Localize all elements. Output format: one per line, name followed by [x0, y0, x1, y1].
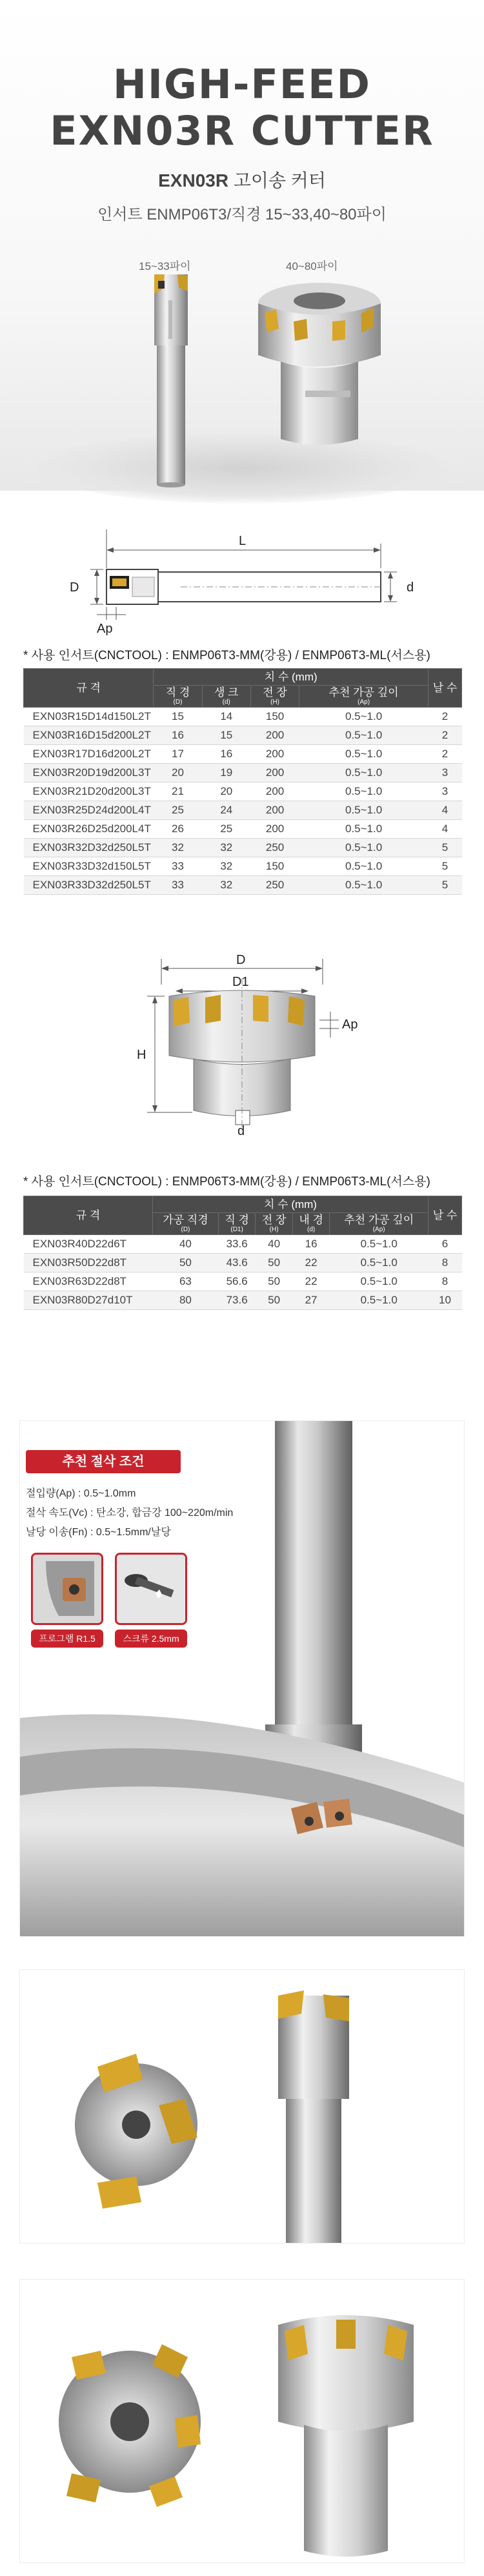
table-cell: 40: [256, 1235, 293, 1254]
table-cell: 250: [250, 839, 299, 857]
insert-program-thumbnail: [31, 1553, 103, 1625]
table-row: [24, 857, 462, 876]
table-cell: 5: [429, 857, 462, 876]
spec-code-cell: EXN03R26D25d200L4T: [24, 820, 154, 839]
table-row: [24, 876, 462, 895]
header-teeth-2: 날 수: [429, 1196, 462, 1235]
table-cell: 32: [202, 857, 250, 876]
table-cell: 24: [202, 801, 250, 820]
spec-code-cell: EXN03R32D32d250L5T: [24, 839, 154, 857]
dim2-D1-label: D1: [232, 975, 249, 989]
endmill-table-body: [24, 708, 462, 895]
condition-depth: 절입량(Ap) : 0.5~1.0mm: [26, 1488, 136, 1499]
table-cell: 2: [429, 726, 462, 745]
spec-code-cell: EXN03R25D24d200L4T: [24, 801, 154, 820]
spec-code-cell: EXN03R63D22d8T: [24, 1273, 153, 1291]
col2-depth: 추천 가공 깊이 (Ap): [330, 1213, 429, 1235]
table-cell: 0.5~1.0: [330, 1291, 429, 1310]
table-row: [24, 726, 462, 745]
spec-code-cell: EXN03R80D27d10T: [24, 1291, 153, 1310]
spec-code-cell: EXN03R40D22d6T: [24, 1235, 153, 1254]
table-cell: 40: [153, 1235, 219, 1254]
table-cell: 25: [202, 820, 250, 839]
table-cell: 250: [250, 876, 299, 895]
table-row: [24, 1273, 462, 1291]
table-row: [24, 1235, 462, 1254]
screw-icon: [117, 1555, 185, 1623]
header-spec-2: 규 격: [24, 1196, 153, 1235]
table-cell: 0.5~1.0: [299, 801, 429, 820]
table-cell: 32: [202, 876, 250, 895]
table-cell: 8: [429, 1273, 462, 1291]
dim-D-label: D: [70, 580, 79, 595]
hero-section: [0, 0, 484, 491]
screw-label: 스크류 2.5mm: [115, 1630, 187, 1648]
endmill-product-image: [145, 274, 197, 487]
screw-thumbnail: [115, 1553, 187, 1625]
table-cell: 0.5~1.0: [330, 1273, 429, 1291]
facemill-product-image: [255, 278, 384, 449]
table-row: [24, 782, 462, 801]
table-cell: 0.5~1.0: [299, 745, 429, 764]
table-cell: 0.5~1.0: [330, 1235, 429, 1254]
table-cell: 2: [429, 745, 462, 764]
col-depth: 추천 가공 깊이 (Ap): [299, 686, 429, 708]
spec-code-cell: EXN03R21D20d200L3T: [24, 782, 154, 801]
table-row: [24, 1291, 462, 1310]
table-cell: 0.5~1.0: [299, 782, 429, 801]
header-spec: 규 격: [24, 669, 154, 708]
insert-closeup-icon: [33, 1555, 101, 1623]
table-cell: 27: [292, 1291, 330, 1310]
facemill-inserts-photo: [20, 2280, 464, 2562]
table-row: [24, 764, 462, 782]
table-cell: 33.6: [218, 1235, 256, 1254]
table-cell: 10: [429, 1291, 462, 1310]
table-cell: 150: [250, 857, 299, 876]
facemill-spec-table: [23, 1196, 462, 1310]
table-cell: 15: [154, 708, 202, 726]
table-cell: 200: [250, 801, 299, 820]
spec-code-cell: EXN03R50D22d8T: [24, 1254, 153, 1273]
table-row: [24, 745, 462, 764]
endmill-inserts-photo: [20, 1970, 464, 2243]
table-cell: 16: [292, 1235, 330, 1254]
col2-cut-diameter: 가공 직경 (D): [153, 1213, 219, 1235]
table-cell: 50: [256, 1291, 293, 1310]
header-dimensions: 치 수 (mm): [154, 669, 429, 686]
table-cell: 15: [202, 726, 250, 745]
dim2-Ap-label: Ap: [342, 1017, 358, 1032]
table-cell: 200: [250, 745, 299, 764]
table-row: [24, 839, 462, 857]
col2-bore: 내 경 (d): [292, 1213, 330, 1235]
table-row: [24, 708, 462, 726]
table-cell: 50: [256, 1254, 293, 1273]
facemill-size-label: 40~80파이: [286, 260, 338, 272]
table-cell: 200: [250, 782, 299, 801]
table-cell: 32: [154, 839, 202, 857]
table-cell: 200: [250, 726, 299, 745]
table-cell: 0.5~1.0: [330, 1254, 429, 1273]
table-cell: 20: [202, 782, 250, 801]
hero-floor-shadow: [35, 433, 449, 504]
dim-L-label: L: [239, 534, 247, 548]
table-cell: 33: [154, 876, 202, 895]
table-cell: 32: [202, 839, 250, 857]
table-cell: 26: [154, 820, 202, 839]
table-cell: 25: [154, 801, 202, 820]
cutting-conditions-title: 추천 절삭 조건: [26, 1450, 181, 1473]
table-cell: 0.5~1.0: [299, 876, 429, 895]
product-title: HIGH-FEED EXN03R CUTTER: [50, 61, 434, 154]
table-cell: 20: [154, 764, 202, 782]
table-row: [24, 801, 462, 820]
product-description: 인서트 ENMP06T3/직경 15~33,40~80파이: [97, 206, 387, 223]
insert-note-facemill: * 사용 인서트(CNCTOOL) : ENMP06T3-MM(강용) / ENMP06T3-ML(서스용): [23, 1175, 430, 1189]
spec-code-cell: EXN03R17D16d200L2T: [24, 745, 154, 764]
table-cell: 22: [292, 1273, 330, 1291]
header-dimensions-2: 치 수 (mm): [153, 1196, 429, 1213]
condition-speed: 절삭 속도(Vc) : 탄소강, 합금강 100~220m/min: [26, 1508, 234, 1518]
table-cell: 5: [429, 876, 462, 895]
table-cell: 150: [250, 708, 299, 726]
table-row: [24, 1254, 462, 1273]
table-cell: 16: [202, 745, 250, 764]
dim-Ap-label: Ap: [97, 622, 113, 636]
table-cell: 8: [429, 1254, 462, 1273]
table-cell: 0.5~1.0: [299, 839, 429, 857]
dim2-d-label: d: [237, 1124, 245, 1136]
insert-program-label: 프로그램 R1.5: [31, 1630, 103, 1648]
table-cell: 0.5~1.0: [299, 764, 429, 782]
table-cell: 0.5~1.0: [299, 708, 429, 726]
spec-code-cell: EXN03R33D32d250L5T: [24, 876, 154, 895]
table-cell: 80: [153, 1291, 219, 1310]
table-cell: 6: [429, 1235, 462, 1254]
dim2-D-label: D: [236, 953, 246, 967]
table-cell: 22: [292, 1254, 330, 1273]
table-cell: 21: [154, 782, 202, 801]
table-cell: 4: [429, 801, 462, 820]
table-cell: 0.5~1.0: [299, 726, 429, 745]
facemill-dimension-diagram: [0, 952, 484, 1136]
table-cell: 200: [250, 764, 299, 782]
header-teeth: 날 수: [429, 669, 462, 708]
condition-feed: 날당 이송(Fn) : 0.5~1.5mm/날당: [26, 1527, 171, 1538]
spec-code-cell: EXN03R16D15d200L2T: [24, 726, 154, 745]
table-cell: 0.5~1.0: [299, 820, 429, 839]
table-cell: 0.5~1.0: [299, 857, 429, 876]
table-row: [24, 820, 462, 839]
product-subtitle: EXN03R 고이송 커터: [158, 170, 326, 190]
spec-code-cell: EXN03R33D32d150L5T: [24, 857, 154, 876]
table-cell: 5: [429, 839, 462, 857]
table-cell: 3: [429, 764, 462, 782]
table-cell: 50: [256, 1273, 293, 1291]
table-cell: 56.6: [218, 1273, 256, 1291]
spec-code-cell: EXN03R15D14d150L2T: [24, 708, 154, 726]
facemill-table-body: [24, 1235, 462, 1310]
col-length: 전 장 (H): [250, 686, 299, 708]
table-cell: 50: [153, 1254, 219, 1273]
table-cell: 63: [153, 1273, 219, 1291]
dim2-H-label: H: [137, 1048, 146, 1062]
col-diameter: 직 경 (D): [154, 686, 202, 708]
table-cell: 200: [250, 820, 299, 839]
table-cell: 19: [202, 764, 250, 782]
table-cell: 3: [429, 782, 462, 801]
insert-note-endmill: * 사용 인서트(CNCTOOL) : ENMP06T3-MM(강용) / ENMP06T3-ML(서스용): [23, 649, 430, 662]
endmill-dimension-diagram: [0, 529, 484, 639]
endmill-spec-table: [23, 668, 462, 895]
dim-d-label: d: [407, 580, 414, 595]
table-cell: 17: [154, 745, 202, 764]
col-shank: 생 크 (d): [202, 686, 250, 708]
table-cell: 4: [429, 820, 462, 839]
col2-diameter: 직 경 (D1): [218, 1213, 256, 1235]
table-cell: 14: [202, 708, 250, 726]
col2-length: 전 장 (H): [256, 1213, 293, 1235]
table-cell: 33: [154, 857, 202, 876]
table-cell: 2: [429, 708, 462, 726]
endmill-size-label: 15~33파이: [139, 260, 191, 272]
spec-code-cell: EXN03R20D19d200L3T: [24, 764, 154, 782]
table-cell: 43.6: [218, 1254, 256, 1273]
table-cell: 73.6: [218, 1291, 256, 1310]
table-cell: 16: [154, 726, 202, 745]
